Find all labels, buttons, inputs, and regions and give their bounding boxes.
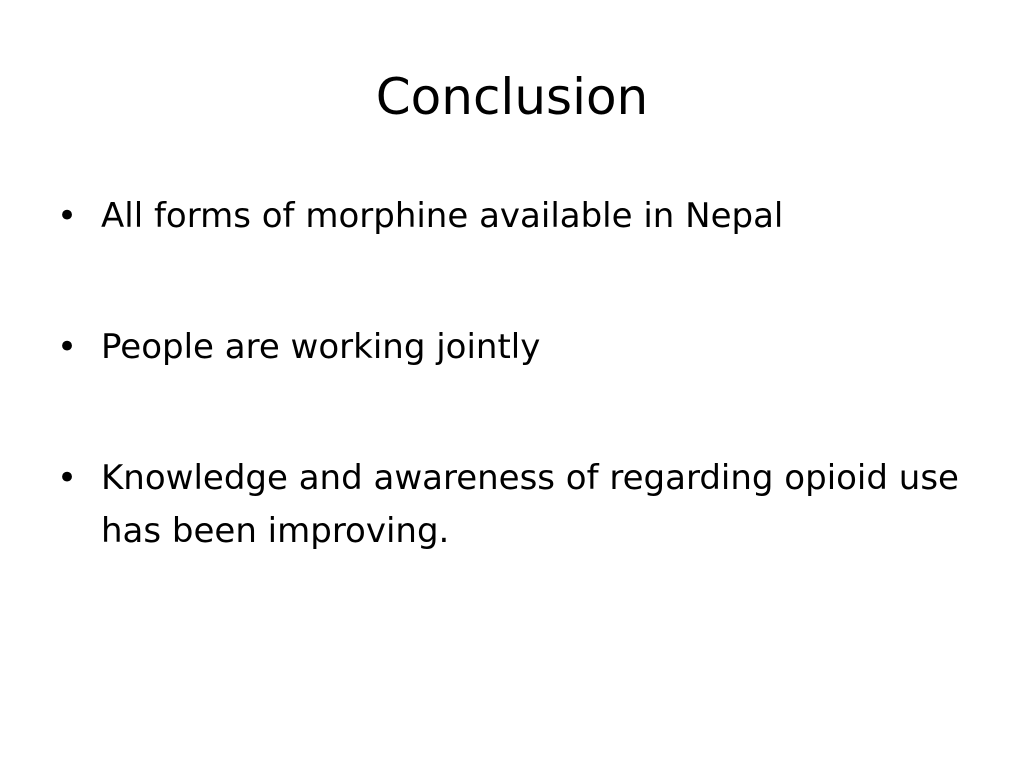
bullet-icon: • [57, 327, 78, 367]
bullet-item [57, 190, 967, 243]
bullet-icon: • [57, 196, 78, 236]
bullet-text: People are working jointly [101, 327, 541, 367]
bullet-item [57, 452, 967, 558]
bullet-text: All forms of morphine available in Nepal [101, 196, 784, 236]
bullet-text: Knowledge and awareness of regarding opioid use has been improving. [101, 458, 959, 551]
bullet-list [57, 190, 967, 558]
bullet-item [57, 321, 967, 374]
slide-title: Conclusion [375, 68, 649, 126]
bullet-icon: • [57, 458, 78, 498]
